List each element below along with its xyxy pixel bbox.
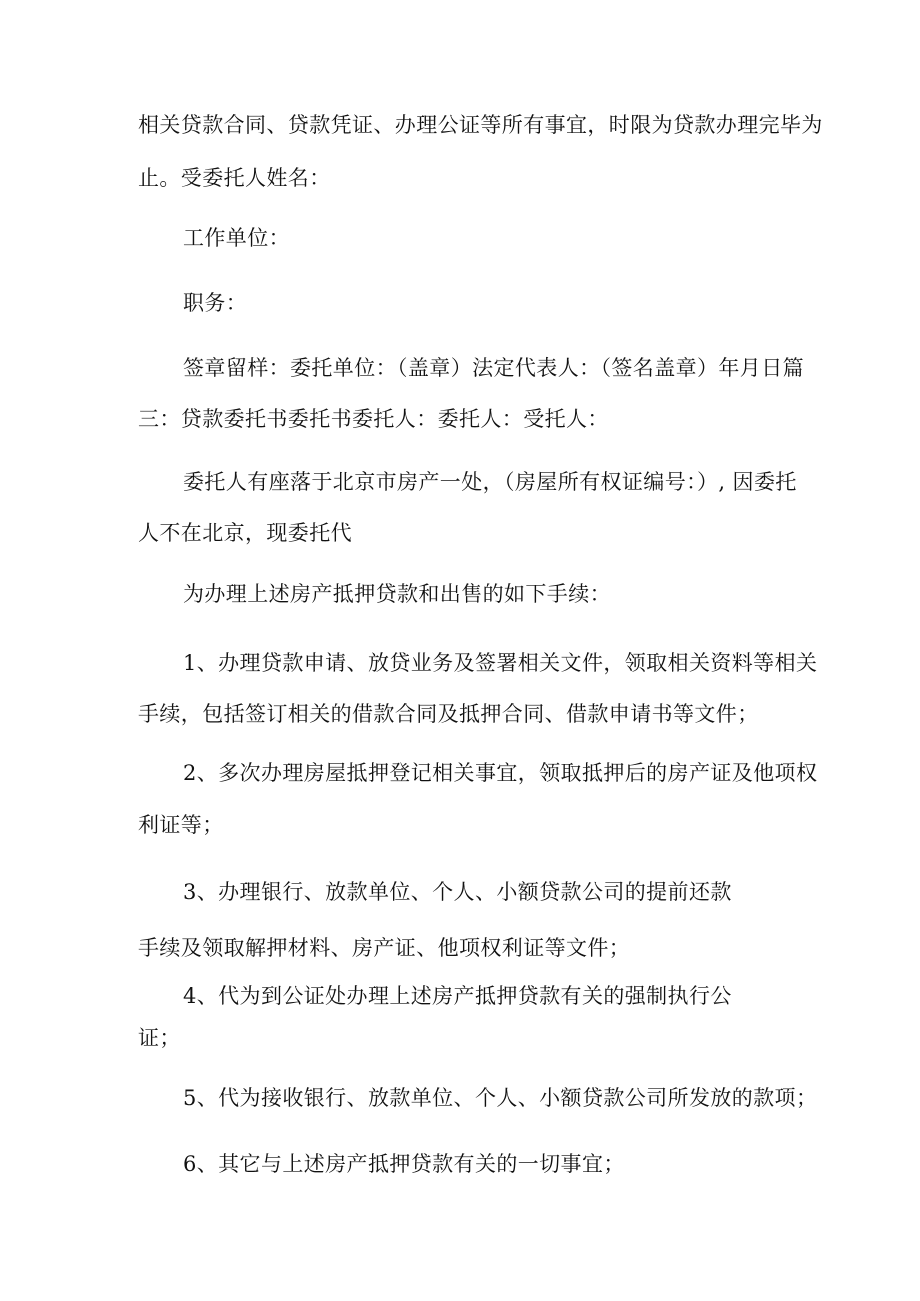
text-line-3: 工作单位： bbox=[183, 226, 290, 250]
text-line-15: 手续及领取解押材料、房产证、他项权利证等文件； bbox=[138, 936, 631, 960]
text-line-19: 6、其它与上述房产抵押贷款有关的一切事宜； bbox=[183, 1152, 625, 1176]
text-line-12: 2、多次办理房屋抵押登记相关事宜，领取抵押后的房产证及他项权 bbox=[183, 761, 818, 785]
text-line-2: 止。受委托人姓名： bbox=[138, 166, 331, 190]
text-line-11: 手续，包括签订相关的借款合同及抵押合同、借款申请书等文件； bbox=[138, 702, 759, 726]
text-line-6: 三：贷款委托书委托书委托人：委托人：受托人： bbox=[138, 407, 609, 431]
text-line-13: 利证等； bbox=[138, 813, 224, 837]
text-line-4: 职务： bbox=[183, 291, 248, 315]
text-line-18: 5、代为接收银行、放款单位、个人、小额贷款公司所发放的款项； bbox=[183, 1086, 818, 1110]
text-line-9: 为办理上述房产抵押贷款和出售的如下手续： bbox=[183, 582, 611, 606]
text-line-14: 3、办理银行、放款单位、个人、小额贷款公司的提前还款 bbox=[183, 880, 732, 904]
text-line-1: 相关贷款合同、贷款凭证、办理公证等所有事宜，时限为贷款办理完毕为 bbox=[138, 113, 823, 137]
text-line-16: 4、代为到公证处办理上述房产抵押贷款有关的强制执行公 bbox=[183, 984, 732, 1008]
text-line-7: 委托人有座落于北京市房产一处，（房屋所有权证编号：）, 因委托 bbox=[183, 470, 797, 494]
text-line-8: 人不在北京，现委托代 bbox=[138, 521, 352, 545]
text-line-17: 证； bbox=[138, 1026, 181, 1050]
text-line-5: 签章留样：委托单位：（盖章）法定代表人：（签名盖章）年月日篇 bbox=[183, 356, 804, 380]
text-line-10: 1、办理贷款申请、放贷业务及签署相关文件，领取相关资料等相关 bbox=[183, 651, 818, 675]
